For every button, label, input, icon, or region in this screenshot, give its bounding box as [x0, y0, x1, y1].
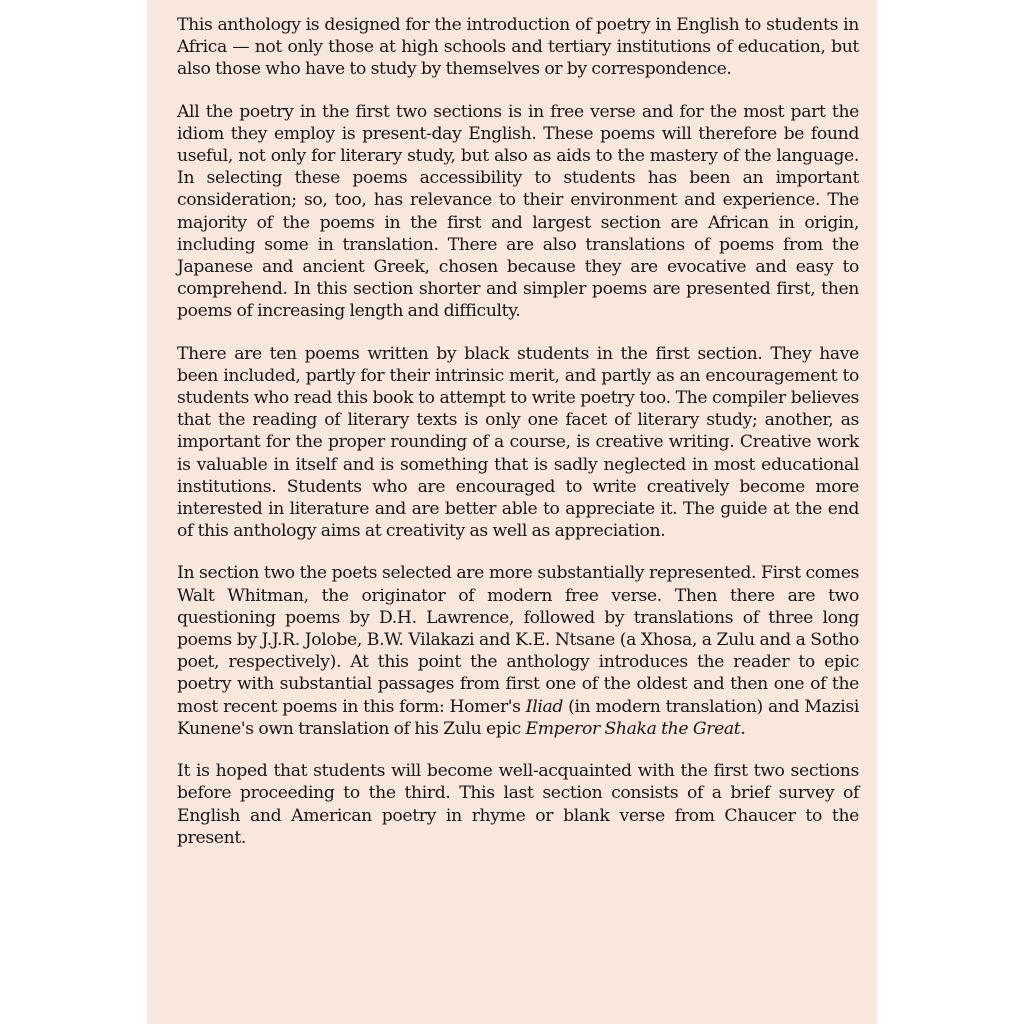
title-iliad: Iliad [525, 696, 564, 717]
paragraph-4-part-a: In section two the poets selected are more substantially represented. First comes Walt Whitman, the originator of modern free verse. Then there are two questioning poems by D.H. Lawrence, followed by translations of three long poems by J.J.R. Jolobe, B.W. Vilakazi and K.E. Ntsane (a Xhosa, a Zulu and a Sotho poet, respectively). At this point the anthology introduces the reader to epic poetry with substantial passages from first one of the oldest and then one of the most recent poems in this form: Homer's [177, 563, 859, 717]
preface-text [177, 14, 859, 869]
book-page [147, 0, 877, 1024]
paragraph-3: There are ten poems written by black students in the first section. They have been included, partly for their intrinsic merit, and partly as an encouragement to students who read this book to attempt to write poetry too. The compiler believes that the reading of literary texts is only one facet of literary study; another, as important for the proper rounding of a course, is creative writing. Creative work is valuable in itself and is something that is sadly neglected in most educational institutions. Students who are encouraged to write creatively become more interested in literature and are better able to appreciate it. The guide at the end of this anthology aims at creativity as well as appreciation. [177, 343, 859, 542]
paragraph-4 [177, 562, 859, 740]
paragraph-2: All the poetry in the first two sections is in free verse and for the most part the idiom they employ is present-day English. These poems will therefore be found useful, not only for literary study, but also as aids to the mastery of the language. In selecting these poems accessibility to students has been an important consideration; so, too, has relevance to their environment and experience. The majority of the poems in the first and largest section are African in origin, including some in translation. There are also translations of poems from the Japanese and ancient Greek, chosen because they are evocative and easy to comprehend. In this section shorter and simpler poems are presented first, then poems of increasing length and difficulty. [177, 101, 859, 322]
paragraph-1: This anthology is designed for the introduction of poetry in English to students in Africa — not only those at high schools and tertiary institutions of education, but also those who have to study by themselves or by correspondence. [177, 15, 859, 80]
paragraph-5: It is hoped that students will become well-acquainted with the first two sections before proceeding to the third. This last section consists of a brief survey of English and American poetry in rhyme or blank verse from Chaucer to the present. [177, 761, 859, 848]
paragraph-4-part-b: (in modern translation) and Mazisi Kunene's own translation of his Zulu epic [177, 696, 859, 739]
title-emperor-shaka: Emperor Shaka the Great. [525, 718, 746, 739]
